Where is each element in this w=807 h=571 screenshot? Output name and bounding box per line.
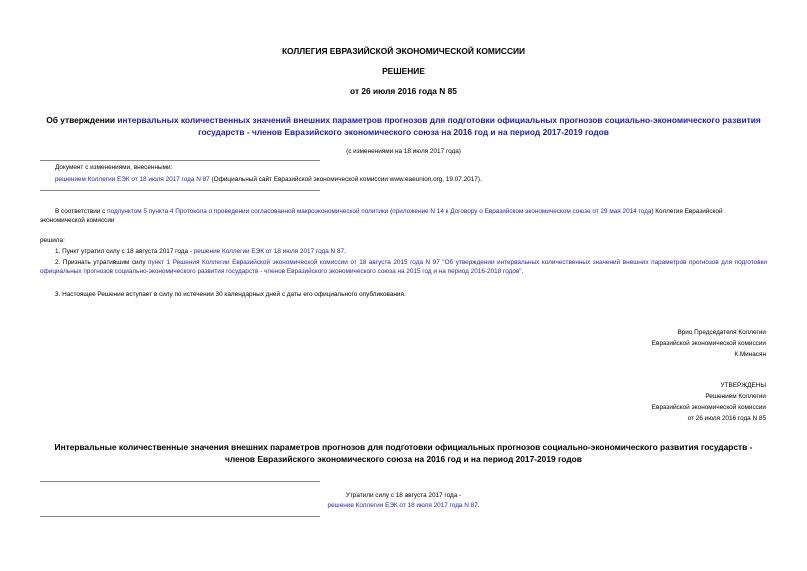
org-name: КОЛЛЕГИЯ ЕВРАЗИЙСКОЙ ЭКОНОМИЧЕСКОЙ КОМИССИИ <box>281 46 526 56</box>
item-2-link[interactable]: пункт 1 Решения Коллегии Евразийской экономической комиссии от 18 августа 2015 года N 97 "Об утверждении интервальных количественных значений внешних параметров прогнозов для подготовки официальных прогнозов социально-экономического развития государств - членов Евразийского экономического союза на 2015 год и на период 2016-2018 годов" <box>40 259 767 275</box>
doc-type: РЕШЕНИЕ <box>382 66 425 76</box>
changes-suffix: (Официальный сайт Евразийской экономической комиссии www.eaeunion.org, 19.07.2017). <box>209 176 482 183</box>
divider-bottom <box>40 190 320 191</box>
lost-force-line <box>20 501 787 510</box>
item-3: 3. Настоящее Решение вступает в силу по истечении 30 календарных дней с даты его официального опубликования. <box>55 291 406 298</box>
signature-block <box>652 327 766 360</box>
changes-label: Документ с изменениями, внесенными: <box>55 164 173 171</box>
signature-line-2: Евразийской экономической комиссии <box>651 340 766 347</box>
item-2-text: 2. Признать утратившим силу <box>55 259 149 266</box>
appendix-title: Интервальные количественные значения внешних параметров прогнозов для подготовки официальных прогнозов социально-экономического развития государств - членов Евразийского экономического союза на 2016 год и на период 2017-2019 годов <box>54 442 753 464</box>
item-2-end: . <box>521 268 524 275</box>
preamble-link-1[interactable]: подпунктом 5 пункта 4 Протокола о проведении согласованной макроэкономической политики <box>107 208 389 215</box>
item-1-text: 1. Пункт утратил силу с 18 августа 2017 года - <box>55 248 194 255</box>
approved-line-2: Решением Коллегии <box>705 393 766 400</box>
lost-force-end: . <box>477 502 480 509</box>
item-1-end: . <box>344 248 346 255</box>
item-2 <box>40 258 767 276</box>
approved-line-1: УТВЕРЖДЕНЫ <box>720 382 766 389</box>
lost-force-text: Утратили силу с 18 августа 2017 года - <box>345 492 462 499</box>
preamble-text-3: ) Коллегия Евразийской экономической комиссии <box>40 208 723 224</box>
changes-line <box>55 175 775 184</box>
divider-lost-top <box>40 481 320 482</box>
item-1-link[interactable]: решение Коллегии ЕЭК от 18 июля 2017 года N 87 <box>193 248 345 255</box>
item-1 <box>40 247 767 256</box>
preamble-text-2: ( <box>388 208 393 215</box>
signature-line-3: К.Минасян <box>734 351 766 358</box>
approved-line-4: от 26 июля 2016 года N 85 <box>687 415 766 422</box>
doc-title-prefix: Об утверждении <box>46 115 118 125</box>
changes-link[interactable]: решением Коллегии ЕЭК от 18 июля 2017 года N 87 <box>55 176 210 183</box>
divider-top <box>40 160 320 161</box>
approved-line-3: Евразийской экономической комиссии <box>651 404 766 411</box>
doc-title-link[interactable]: интервальных количественных значений внешних параметров прогнозов для подготовки официальных прогнозов социально-экономического развития государств - членов Евразийского экономического союза на 2016 год и на период 2017-2019 годов <box>117 115 761 137</box>
amendment-note: (с изменениями на 18 июля 2017 года) <box>346 148 461 155</box>
doc-date-number: от 26 июля 2016 года N 85 <box>350 86 457 96</box>
approved-block <box>652 380 766 424</box>
lost-force-link[interactable]: решение Коллегии ЕЭК от 18 июля 2017 года N 87 <box>327 502 478 509</box>
preamble-text-1: В соответствии с <box>55 208 108 215</box>
resolved-label: решила: <box>40 237 65 244</box>
preamble-link-2[interactable]: приложение N 14 к Договору о Евразийском экономическом союзе от 29 мая 2014 года <box>392 208 652 215</box>
doc-title <box>40 115 767 138</box>
preamble <box>40 207 767 225</box>
signature-line-1: Врио Председателя Коллегии <box>677 329 766 336</box>
divider-lost-bottom <box>40 516 320 517</box>
